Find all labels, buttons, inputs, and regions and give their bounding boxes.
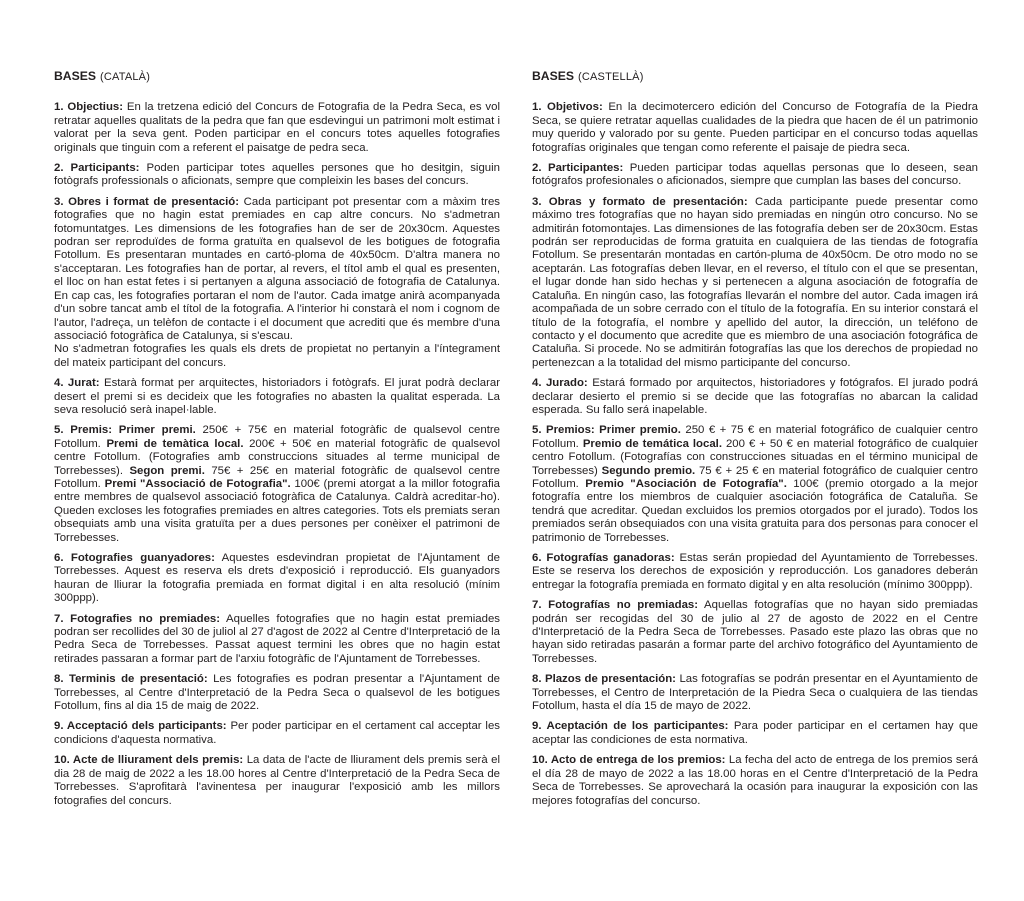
section-label: 10. Acto de entrega de los premios: <box>532 754 726 767</box>
section-text: 250€ + 75€ en material fotogràfic de qualsevol centre Fotollum. <box>54 424 500 450</box>
section-label: 7. Fotografies no premiades: <box>54 612 221 625</box>
section-label: 4. Jurat: <box>54 377 100 390</box>
section-text: 100€ (premi atorgat a la millor fotografia entre membres de qualsevol associació fotogràfica de Catalunya. Caldrà acreditar-ho). Queden excloses les fotografies premiades en altres categories. Tots els premiats seran obsequiats amb una visita gratuïta per a dues persones per conèixer el patrimoni de Torrebesses. <box>54 477 500 544</box>
section-text: Las fotografías se podrán presentar en el Ayuntamiento de Torrebesses, el Centro de Interpretación de la Piedra Seca o cualquiera de las tiendas Fotollum, hasta el día 15 de mayo de 2022. <box>532 673 978 713</box>
catalan-section-10 <box>54 754 500 808</box>
section-text: 250 € + 75 € en material fotográfico de cualquier centro Fotollum. <box>532 424 978 450</box>
section-label: 5. Premis: Primer premi. <box>54 424 196 437</box>
section-label: 6. Fotografías ganadoras: <box>532 552 675 564</box>
section-text: 100€ (premio otorgado a la mejor fotografía entre los miembros de cualquier asociación fotográfica de Cataluña. Se tendrá que acreditar. Quedan excluidos los premios otorgados por el jurado). Todos los premiados serán obsequiados con una visita gratuita para dos personas para conocer el patrimonio de Torrebesses. <box>532 477 978 544</box>
section-label: Premi de temàtica local. <box>106 437 244 450</box>
section-text: Para poder participar en el certamen hay que aceptar las condiciones de esta normativa. <box>532 720 978 746</box>
spanish-section-7 <box>532 599 978 666</box>
spanish-title: BASES <box>532 69 574 83</box>
section-label: Premio de temática local. <box>582 437 722 450</box>
catalan-section-9 <box>54 720 500 747</box>
section-text: Aquellas fotografías que no hayan sido premiadas podrán ser recogidas del 30 de julio al 27 de agosto de 2022 en el Centre d'Interpretació de la Pedra Seca de Torrebesses. Pasado este plazo las obras que no hayan sido retiradas pasarán a formar parte del archivo fotográfico del Ayuntamiento de Torrebesses. <box>532 599 978 665</box>
catalan-section-6 <box>54 552 500 606</box>
section-text: 200 € + 50 € en material fotográfico de cualquier centro Fotollum. (Fotografías con construcciones situadas en el término municipal de Torrebesses) <box>532 437 978 477</box>
section-text: La data de l'acte de lliurament dels premis serà el dia 28 de maig de 2022 a les 18.00 hores al Centre d'Interpretació de la Pedra Seca de Torrebesses. S'aprofitarà l'avinentesa per inaugurar l'exposició amb les millors fotografies del concurs. <box>54 754 501 807</box>
section-text: Les fotografies es podran presentar a l'Ajuntament de Torrebesses, al Centre d'Interpretació de la Pedra Seca o qualsevol de les botigues Fotollum, fins al dia 15 de maig de 2022. <box>54 673 500 713</box>
catalan-section-4 <box>54 377 500 417</box>
section-label: Segundo premio. <box>601 464 696 477</box>
section-label: 8. Plazos de presentación: <box>532 673 676 686</box>
section-label: 1. Objectius: <box>54 101 124 114</box>
spanish-section-1 <box>532 101 978 155</box>
spanish-section-9 <box>532 720 978 747</box>
section-text: En la tretzena edició del Concurs de Fotografia de la Pedra Seca, es vol retratar aquelles qualitats de la pedra que fan que esdevingui un patrimoni molt estimat i valorat per la seva gent. Poden participar en el concurs totes aquelles fotografies originals que tinguin com a referent el paisatge de pedra seca. <box>54 101 500 154</box>
catalan-column <box>54 70 500 815</box>
spanish-section-3 <box>532 196 978 370</box>
section-text: Cada participant pot presentar com a màxim tres fotografies que no hagin estat premiades en cap altre concurs. No s'admetran fotomuntatges. Les dimensions de les fotografies han de ser de 20x30cm. Aquestes podran ser reproduïdes de forma gratuïta en qualsevol de les botigues de fotografia Fotollum. Es presentaran muntades en cartó-ploma de 40x50cm. D'altra manera no s'acceptaran. Les fotografies han de portar, al revers, el títol amb el qual es presenten, el lloc on han estat fetes i si pertanyen a alguna associació de fotografia de Catalunya. En cap cas, les fotografies portaran el nom de l'autor. Cada imatge anirà acompanyada d'un sobre tancat amb el títol de la fotografia. A l'interior hi constarà el nom i cognom de l'autor, l'adreça, un telèfon de contacte i el document que acrediti que és membre d'una associació fotogràfica de Catalunya, si s'escau. <box>54 195 500 342</box>
section-text: Pueden participar todas aquellas personas que lo deseen, sean fotógrafos profesionales o aficionados, siempre que cumplan las bases del concurso. <box>532 162 978 188</box>
spanish-section-6 <box>532 552 978 592</box>
catalan-section-2 <box>54 162 500 189</box>
section-text: Cada participante puede presentar como máximo tres fotografías que no hayan sido premiadas en ningún otro concurso. No se admitirán fotomontajes. Las dimensiones de las fotografía deben ser de 20x30cm. Estas podrán ser reproducidas de forma gratuita en cualquiera de las tiendas de fotografía Fotollum. Se presentarán montadas en cartón-pluma de 40x50cm. De otro modo no se aceptarán. Las fotografías deben llevar, en el reverso, el título con el que se presentan, el lugar donde han sido hechas y si pertenecen a alguna asociación de fotografía de Cataluña. En ningún caso, las fotografías llevarán el nombre del autor. Cada imagen irá acompañada de un sobre cerrado con el título de la fotografía. En su interior constará el título de la fotografía, el nombre y apellido del autor, la dirección, un teléfono de contacto y el documento que acredite que es miembro de una asociación fotográfica de Cataluña. Si procede. No se admitirán fotografías las que los derechos de propiedad no pertenezcan a la totalidad del mismo participante del concurso. <box>532 195 978 369</box>
section-label: 10. Acte de lliurament dels premis: <box>54 754 244 767</box>
catalan-title: BASES <box>54 69 96 83</box>
spanish-section-10 <box>532 754 978 808</box>
section-text: La fecha del acto de entrega de los premios será el día 28 de mayo de 2022 a las 18.00 horas en el Centre d'Interpretació de la Pedra Seca de Torrebesses. Se aprovechará la ocasión para inaugurar la exposición con las mejores fotografías del concurso. <box>532 754 978 807</box>
section-label: 3. Obres i format de presentació: <box>54 195 240 208</box>
catalan-section-7 <box>54 613 500 667</box>
section-label: 8. Terminis de presentació: <box>54 673 208 686</box>
section-label: 4. Jurado: <box>532 377 588 390</box>
catalan-section-3 <box>54 196 500 370</box>
section-text: Aquelles fotografies que no hagin estat premiades podran ser recollides del 30 de juliol al 27 d'agost de 2022 al Centre d'Interpretació de la Pedra Seca de Torrebesses. Passat aquest termini les obres que no hagin estat retirades passaran a formar part de l'arxiu fotogràfic de l'Ajuntament de Torrebesses. <box>54 612 500 665</box>
section-text: 75 € + 25 € en material fotográfico de cualquier centro Fotollum. <box>532 464 978 490</box>
section-text: 200€ + 50€ en material fotogràfic de qualsevol centre Fotollum. (Fotografies amb construccions situades al terme municipal de Torrebesses). <box>54 437 500 477</box>
section-label: 9. Aceptación de los participantes: <box>532 720 729 733</box>
section-text: Per poder participar en el certament cal acceptar les condicions d'aquesta normativa. <box>54 720 500 746</box>
section-text-extra: No s'admetran fotografies les quals els drets de propietat no pertanyin a l'íntegrament del mateix participant del concurs. <box>54 343 500 369</box>
section-text: Estará formado por arquitectos, historiadores y fotógrafos. El jurado podrá declarar desierto el premio si se decide que las fotografías no abarcan la calidad esperada. Su fallo será inapelable. <box>532 377 979 416</box>
spanish-section-4 <box>532 377 978 417</box>
catalan-section-8 <box>54 673 500 713</box>
spanish-section-2 <box>532 162 978 189</box>
spanish-heading <box>532 70 978 84</box>
catalan-section-1 <box>54 101 500 155</box>
spanish-section-8 <box>532 673 978 713</box>
section-text: En la decimotercero edición del Concurso de Fotografía de la Piedra Seca, se quiere retratar aquellas cualidades de la piedra que hacen de él un patrimonio muy querido y valorado por su gente. Pueden participar en el concurso todas aquellas fotografías originales que tengan como referente el paisaje de piedra seca. <box>532 101 978 154</box>
section-text: Estas serán propiedad del Ayuntamiento de Torrebesses. Este se reserva los derechos de exposición y reproducción. Los ganadores deberán entregar la fotografía premiada en formato digital y en alta resolución (mínimo 300ppp). <box>532 552 978 591</box>
catalan-heading <box>54 70 500 84</box>
section-text: Poden participar totes aquelles persones que ho desitgin, siguin fotògrafs professionals o aficionats, sempre que compleixin les bases del concurs. <box>54 162 500 188</box>
section-text: 75€ + 25€ en material fotogràfic de qualsevol centre Fotollum. <box>54 464 501 490</box>
section-label: 9. Acceptació dels participants: <box>54 720 227 733</box>
catalan-subtitle: (CATALÀ) <box>100 71 151 83</box>
spanish-section-5 <box>532 424 978 545</box>
section-text: Estarà format per arquitectes, historiadors i fotògrafs. El jurat podrà declarar desert el premi si es decideix que les fotografies no abasten la qualitat esperada. La seva resolució serà inapel·lable. <box>54 377 500 416</box>
catalan-section-5 <box>54 424 500 545</box>
section-text: Aquestes esdevindran propietat de l'Ajuntament de Torrebesses. Aquest es reserva els drets d'exposició i reproducció. Els guanyadors hauran de lliurar la fotografia premiada en format digital i en alta resolució (mínim 300ppp). <box>54 552 500 605</box>
section-label: Segon premi. <box>129 464 205 477</box>
section-label: 1. Objetivos: <box>532 101 603 114</box>
spanish-column <box>532 70 978 815</box>
spanish-subtitle: (CASTELLÀ) <box>578 71 644 83</box>
section-label: 7. Fotografías no premiadas: <box>532 599 699 612</box>
section-label: 2. Participants: <box>54 162 140 175</box>
section-label: Premio "Asociación de Fotografía". <box>585 477 787 490</box>
section-label: 3. Obras y formato de presentación: <box>532 195 748 208</box>
section-label: Premi "Associació de Fotografia". <box>104 477 291 490</box>
section-label: 2. Participantes: <box>532 162 624 175</box>
section-label: 5. Premios: Primer premio. <box>532 424 681 437</box>
section-label: 6. Fotografies guanyadores: <box>54 552 215 564</box>
